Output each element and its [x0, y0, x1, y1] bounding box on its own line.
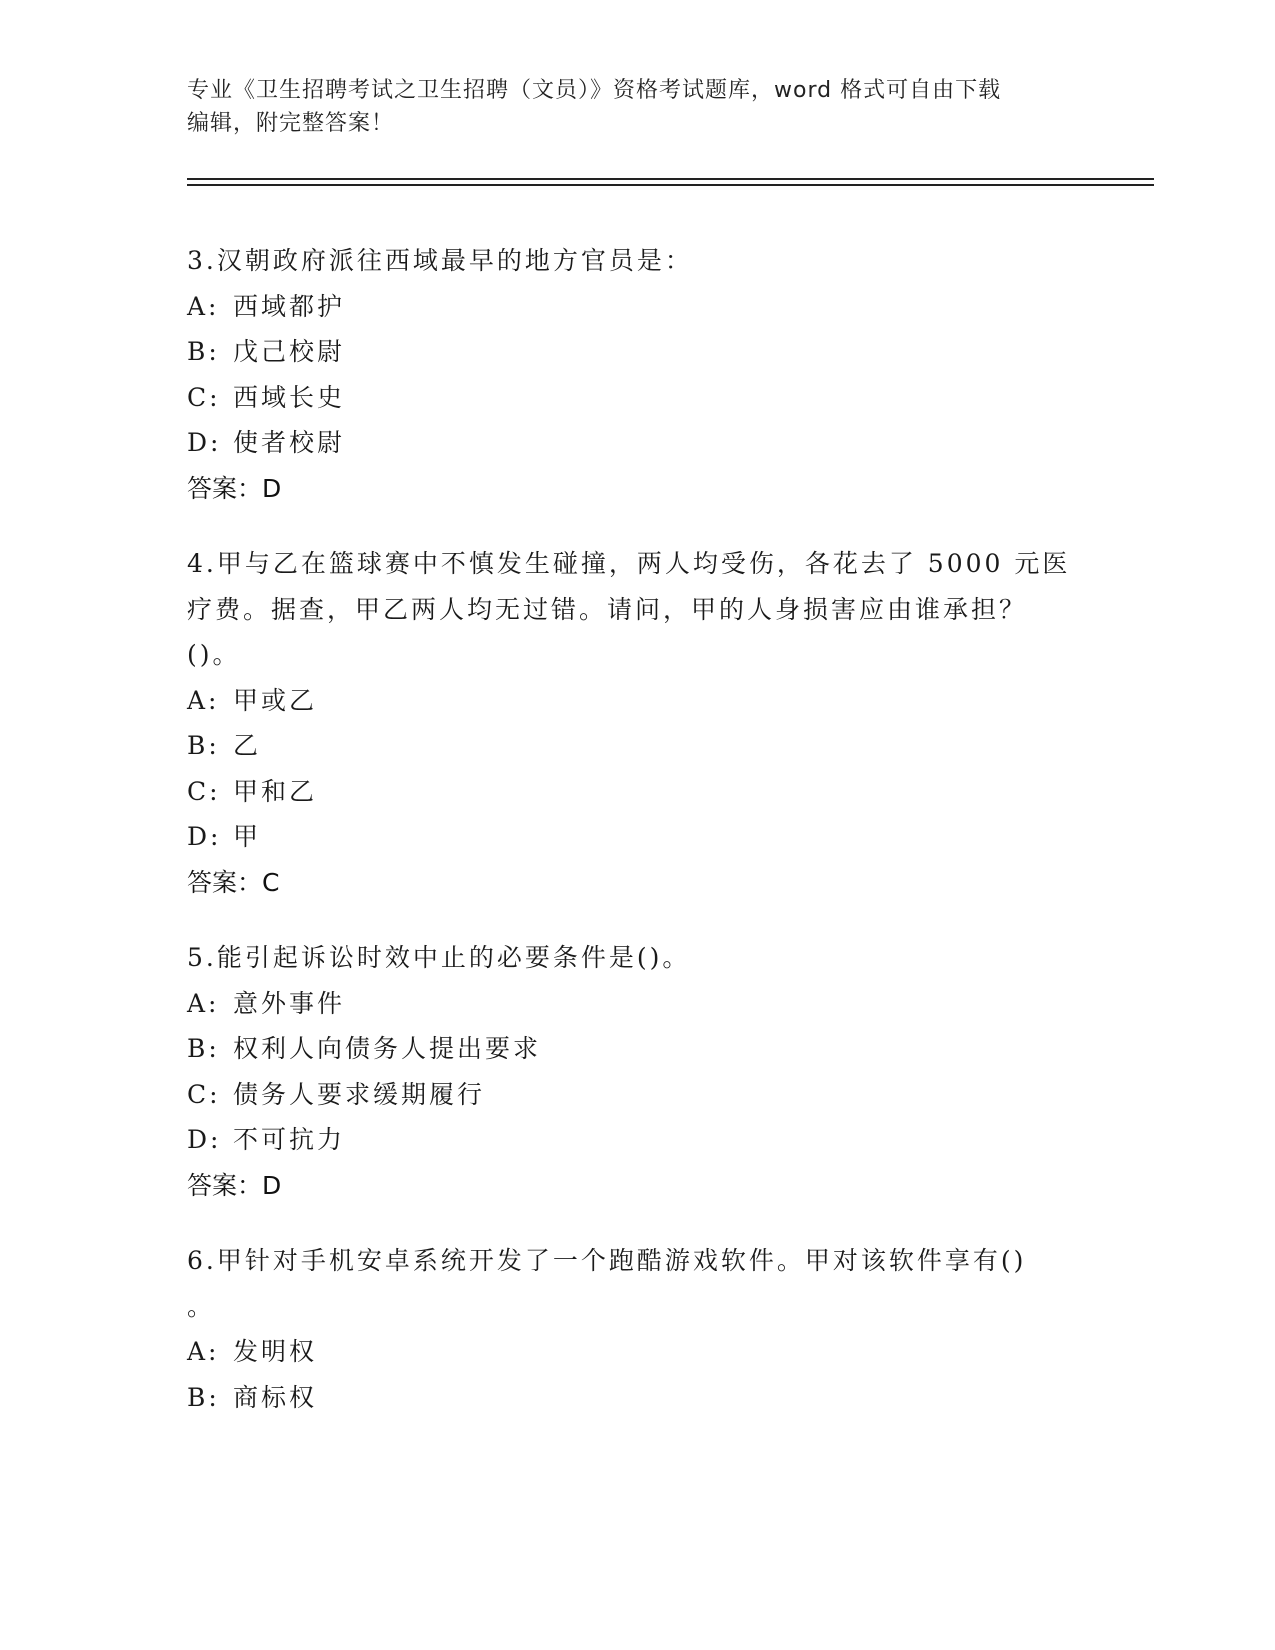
question-stem-line: 6.甲针对手机安卓系统开发了一个跑酷游戏软件。甲对该软件享有() — [187, 1246, 1027, 1275]
option-key: C: — [187, 776, 221, 806]
option-key: A: — [187, 988, 220, 1018]
question-stem-line: 4.甲与乙在篮球赛中不慎发生碰撞，两人均受伤，各花去了 5000 元医 — [187, 549, 1071, 578]
option-key: C: — [187, 382, 221, 412]
option-text: 权利人向债务人提出要求 — [233, 1034, 542, 1063]
option-item — [187, 1072, 1087, 1118]
option-text: 商标权 — [233, 1382, 318, 1412]
option-key: D: — [187, 1125, 222, 1154]
header-line-1: 专业《卫生招聘考试之卫生招聘（文员）》资格考试题库，word 格式可自由下载 — [187, 78, 1002, 103]
header-divider-top — [187, 178, 1154, 180]
answer-line: 答案：D — [187, 473, 282, 503]
option-item — [187, 329, 1087, 375]
option-item — [187, 814, 1087, 860]
header-divider-bottom — [187, 184, 1154, 186]
option-key: A: — [187, 291, 220, 321]
option-key: B: — [187, 337, 220, 366]
option-item — [187, 1026, 1087, 1072]
option-text: 使者校尉 — [233, 428, 346, 457]
question-block — [187, 1238, 1087, 1420]
answer-line: 答案：C — [187, 867, 280, 897]
option-text: 甲和乙 — [233, 776, 318, 806]
option-text: 发明权 — [233, 1337, 318, 1366]
option-key: D: — [187, 822, 222, 851]
option-text: 戊己校尉 — [233, 337, 346, 366]
option-item — [187, 375, 1087, 421]
option-key: A: — [187, 1337, 220, 1366]
option-item — [187, 981, 1087, 1027]
option-text: 意外事件 — [233, 988, 346, 1018]
option-item — [187, 1117, 1087, 1163]
option-item — [187, 678, 1087, 724]
option-text: 西域长史 — [233, 382, 346, 412]
option-key: C: — [187, 1079, 221, 1109]
option-text: 债务人要求缓期履行 — [233, 1079, 486, 1109]
option-key: D: — [187, 428, 222, 457]
option-item — [187, 284, 1087, 330]
question-block — [187, 541, 1087, 905]
question-stem-line: 3.汉朝政府派往西域最早的地方官员是： — [187, 246, 693, 275]
option-item — [187, 420, 1087, 466]
question-stem-line: 疗费。据查，甲乙两人均无过错。请问，甲的人身损害应由谁承担？ — [187, 594, 1028, 624]
option-key: B: — [187, 1034, 220, 1063]
option-item — [187, 723, 1087, 769]
option-text: 乙 — [233, 731, 262, 760]
option-text: 西域都护 — [233, 291, 346, 321]
option-text: 甲 — [233, 822, 262, 851]
option-item — [187, 1329, 1087, 1375]
option-item — [187, 1375, 1087, 1421]
option-key: B: — [187, 1382, 220, 1412]
answer-line: 答案：D — [187, 1170, 282, 1200]
header-line-2: 编辑，附完整答案！ — [187, 111, 395, 136]
option-key: A: — [187, 685, 220, 715]
option-key: B: — [187, 731, 220, 760]
option-item — [187, 769, 1087, 815]
question-list — [187, 238, 1087, 1450]
question-stem-line: ()。 — [187, 640, 241, 669]
option-text: 甲或乙 — [233, 685, 318, 715]
question-stem-line: 。 — [187, 1291, 216, 1321]
document-header — [187, 74, 1067, 140]
question-stem-line: 5.能引起诉讼时效中止的必要条件是()。 — [187, 943, 691, 972]
option-text: 不可抗力 — [233, 1125, 346, 1154]
question-block — [187, 935, 1087, 1208]
question-block — [187, 238, 1087, 511]
